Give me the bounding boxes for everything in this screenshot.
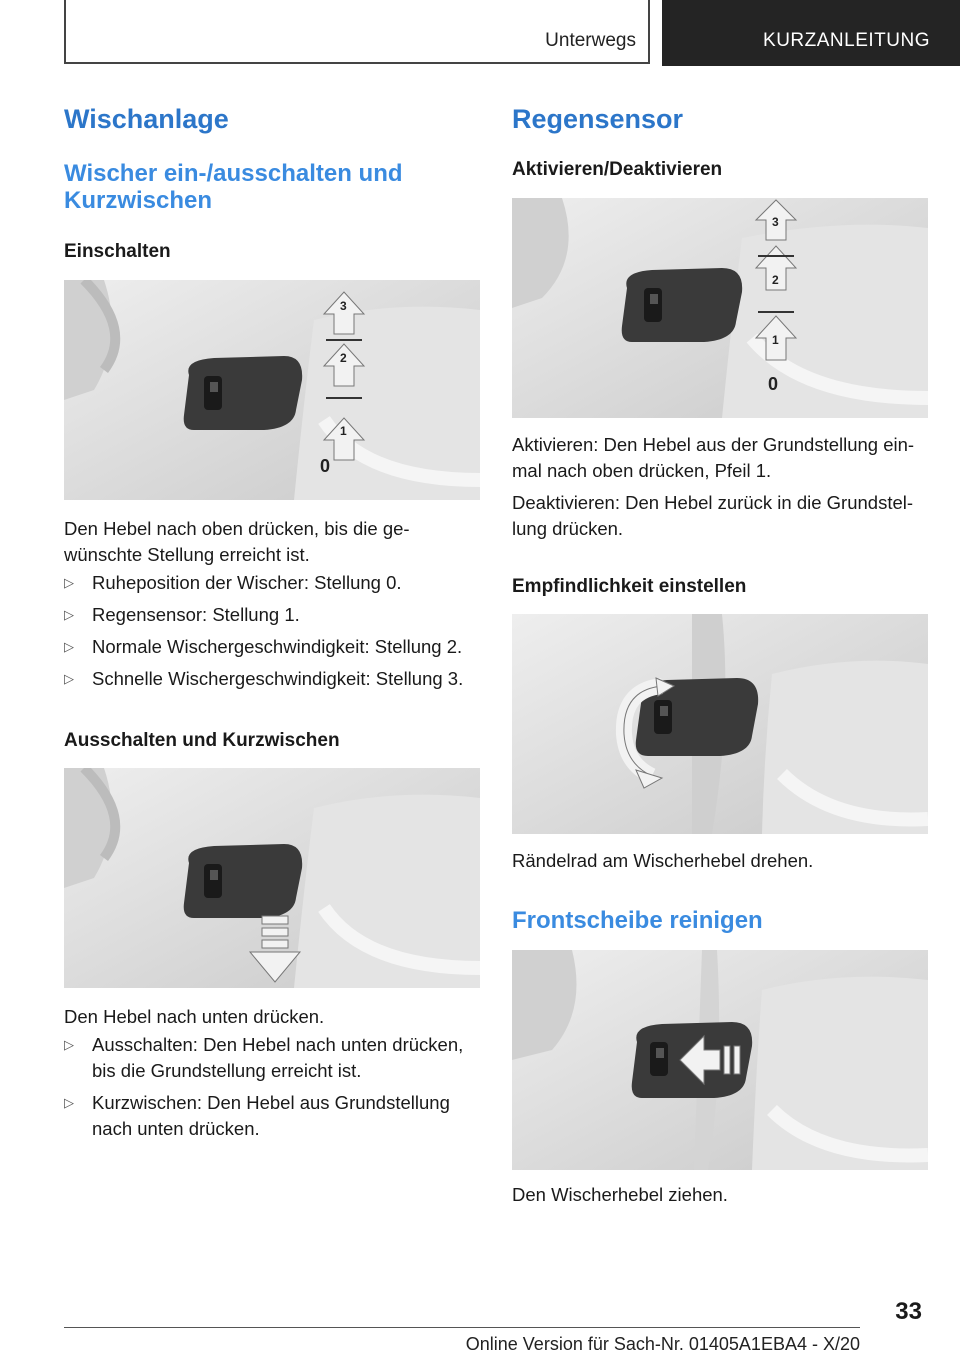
list-item-text: Regensensor: Stellung 1.: [92, 604, 300, 625]
figure-lever-pull: [512, 950, 928, 1170]
header-tab[interactable]: [662, 0, 960, 66]
aktivieren-text-line1: Aktivieren: Den Hebel aus der Grundstellung ein-: [512, 434, 915, 455]
figure-label-1: 1: [340, 424, 347, 438]
bullet-triangle-icon: ▷: [64, 575, 74, 590]
bullet-triangle-icon: ▷: [64, 1037, 74, 1052]
figure-label-2: 2: [772, 273, 779, 287]
list-item-text: bis die Grundstellung erreicht ist.: [92, 1060, 362, 1081]
deaktivieren-text-line2: lung drücken.: [512, 518, 624, 539]
list-item-text: Schnelle Wischergeschwindigkeit: Stellung 3.: [92, 668, 464, 689]
heading-aktivieren: Aktivieren/Deaktivieren: [512, 159, 723, 180]
footer-text: Online Version für Sach-Nr. 01405A1EBA4 - X/20: [465, 1334, 860, 1354]
figure-label-0: 0: [768, 374, 779, 394]
aktivieren-text-line2: mal nach oben drücken, Pfeil 1.: [512, 460, 772, 481]
heading-wischer-line1: Wischer ein-/ausschalten und: [64, 160, 403, 187]
header-section-label: Unterwegs: [545, 30, 636, 51]
bullet-triangle-icon: ▷: [64, 1095, 74, 1110]
figure-label-2: 2: [340, 351, 347, 365]
list-item-text: nach unten drücken.: [92, 1118, 260, 1139]
empfindlichkeit-text: Rändelrad am Wischerhebel drehen.: [512, 850, 814, 871]
figure-label-1: 1: [772, 333, 779, 347]
bullet-triangle-icon: ▷: [64, 639, 74, 654]
header-left-rule: [64, 0, 66, 64]
figure-rain-sensor: [512, 198, 928, 418]
einschalten-text-line1: Den Hebel nach oben drücken, bis die ge-: [64, 518, 410, 539]
heading-frontscheibe: Frontscheibe reinigen: [512, 907, 763, 934]
heading-wischanlage: Wischanlage: [64, 104, 229, 134]
deaktivieren-text-line1: Deaktivieren: Den Hebel zurück in die Grundstel-: [512, 492, 914, 513]
list-item-text: Kurzwischen: Den Hebel aus Grundstellung: [92, 1092, 450, 1113]
header-tab-label: KURZANLEITUNG: [763, 30, 930, 51]
heading-einschalten: Einschalten: [64, 241, 171, 262]
list-item-text: Normale Wischergeschwindigkeit: Stellung 2.: [92, 636, 463, 657]
einschalten-text-line2: wünschte Stellung erreicht ist.: [64, 544, 310, 565]
page-number: 33: [895, 1298, 922, 1325]
list-item-text: Ausschalten: Den Hebel nach unten drücken,: [92, 1034, 464, 1055]
bullet-triangle-icon: ▷: [64, 607, 74, 622]
footer-rule: [64, 1327, 860, 1328]
header-mid-rule: [648, 0, 650, 64]
frontscheibe-text: Den Wischerhebel ziehen.: [512, 1184, 728, 1205]
heading-ausschalten: Ausschalten und Kurzwischen: [64, 730, 340, 751]
bullet-triangle-icon: ▷: [64, 671, 74, 686]
list-item-text: Ruheposition der Wischer: Stellung 0.: [92, 572, 402, 593]
heading-regensensor: Regensensor: [512, 104, 684, 134]
figure-label-0: 0: [320, 456, 331, 476]
figure-thumbwheel: [512, 614, 928, 834]
figure-label-3: 3: [772, 215, 779, 229]
figure-label-3: 3: [340, 299, 347, 313]
header-bottom-rule: [64, 62, 650, 64]
ausschalten-text: Den Hebel nach unten drücken.: [64, 1006, 325, 1027]
figure-lever-up: [64, 280, 480, 500]
heading-empfindlichkeit: Empfindlichkeit einstellen: [512, 576, 747, 597]
heading-wischer-line2: Kurzwischen: [64, 187, 213, 214]
figure-lever-down: [64, 768, 480, 988]
